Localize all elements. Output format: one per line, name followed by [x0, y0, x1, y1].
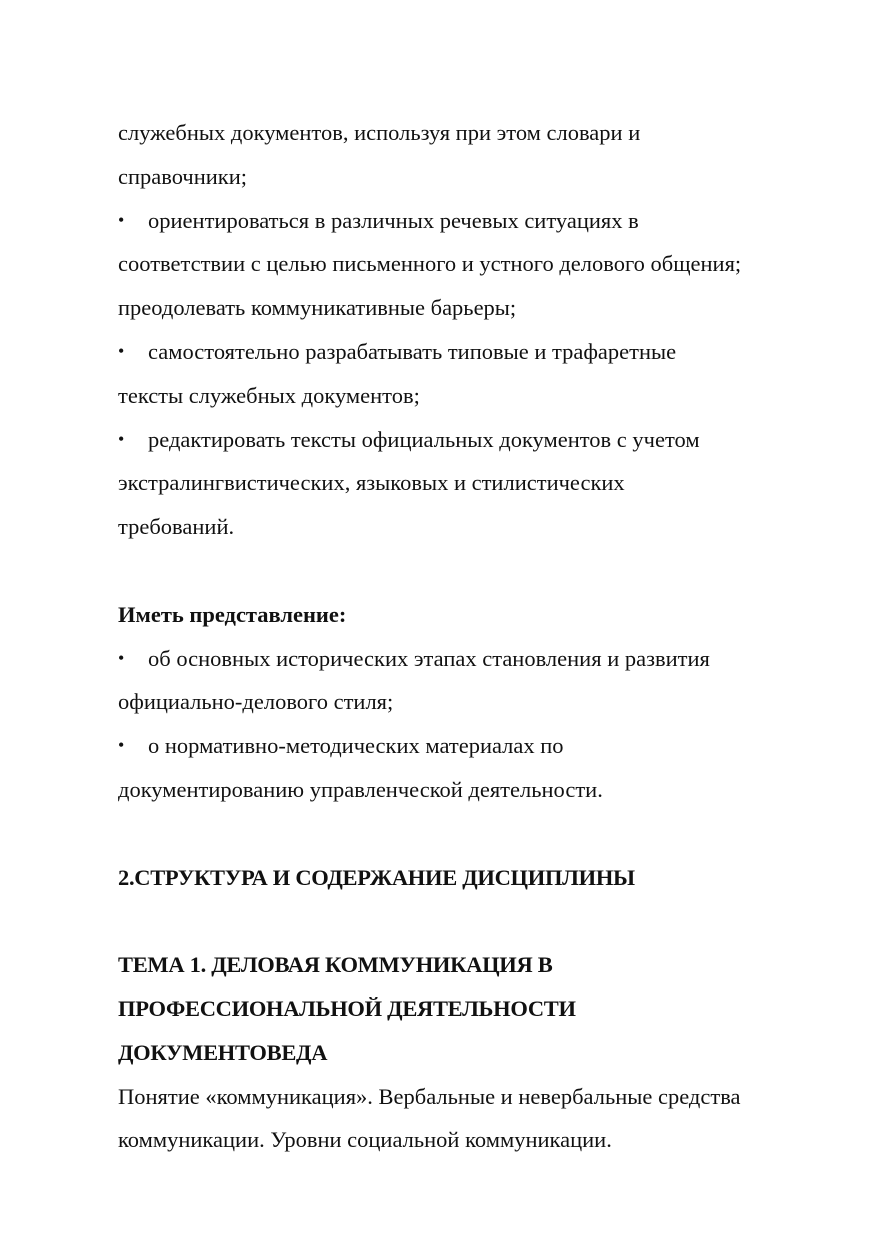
- continuation-line: справочники;: [118, 163, 248, 189]
- list-item-text: ориентироваться в различных речевых ситуациях в: [148, 207, 639, 233]
- bullet-icon: •: [118, 735, 125, 756]
- list-item-text: экстралингвистических, языковых и стилистических: [118, 470, 625, 496]
- section-heading: 2.СТРУКТУРА И СОДЕРЖАНИЕ ДИСЦИПЛИНЫ: [118, 864, 635, 890]
- list-item-text: редактировать тексты официальных документов с учетом: [148, 426, 700, 452]
- topic-body: [118, 1075, 818, 1163]
- list-item: [118, 330, 818, 418]
- awareness-list: [118, 637, 818, 812]
- list-item-text: преодолевать коммуникативные барьеры;: [118, 295, 517, 321]
- list-item-text: об основных исторических этапах становления и развития: [148, 645, 710, 671]
- topic-heading: [118, 943, 818, 1074]
- list-item-text: требований.: [118, 514, 235, 540]
- list-item-text: тексты служебных документов;: [118, 382, 420, 408]
- spacer: [118, 549, 818, 593]
- list-item-text: официально-делового стиля;: [118, 689, 394, 715]
- topic-body-line: коммуникации. Уровни социальной коммуникации.: [118, 1127, 612, 1153]
- topic-body-line: Понятие «коммуникация». Вербальные и невербальные средства: [118, 1083, 741, 1109]
- list-item: [118, 637, 818, 725]
- list-item-text: документированию управленческой деятельности.: [118, 776, 603, 802]
- spacer: [118, 812, 818, 856]
- document-page: [118, 111, 818, 1162]
- spacer: [118, 899, 818, 943]
- bullet-icon: •: [118, 428, 125, 449]
- list-item: [118, 418, 818, 549]
- skills-list: [118, 199, 818, 549]
- list-item-text: самостоятельно разрабатывать типовые и трафаретные: [148, 338, 677, 364]
- topic-heading-line: ДОКУМЕНТОВЕДА: [118, 1039, 328, 1065]
- list-item-text: соответствии с целью письменного и устного делового общения;: [118, 251, 742, 277]
- awareness-title: Иметь представление:: [118, 601, 347, 627]
- list-item: [118, 199, 818, 330]
- list-item: [118, 724, 818, 812]
- list-item-text: о нормативно-методических материалах по: [148, 733, 564, 759]
- bullet-icon: •: [118, 209, 125, 230]
- bullet-icon: •: [118, 340, 125, 361]
- continuation-line: служебных документов, используя при этом словари и: [118, 120, 641, 145]
- topic-heading-line: ТЕМА 1. ДЕЛОВАЯ КОММУНИКАЦИЯ В: [118, 952, 553, 978]
- bullet-icon: •: [118, 647, 125, 668]
- topic-heading-line: ПРОФЕССИОНАЛЬНОЙ ДЕЯТЕЛЬНОСТИ: [118, 995, 576, 1021]
